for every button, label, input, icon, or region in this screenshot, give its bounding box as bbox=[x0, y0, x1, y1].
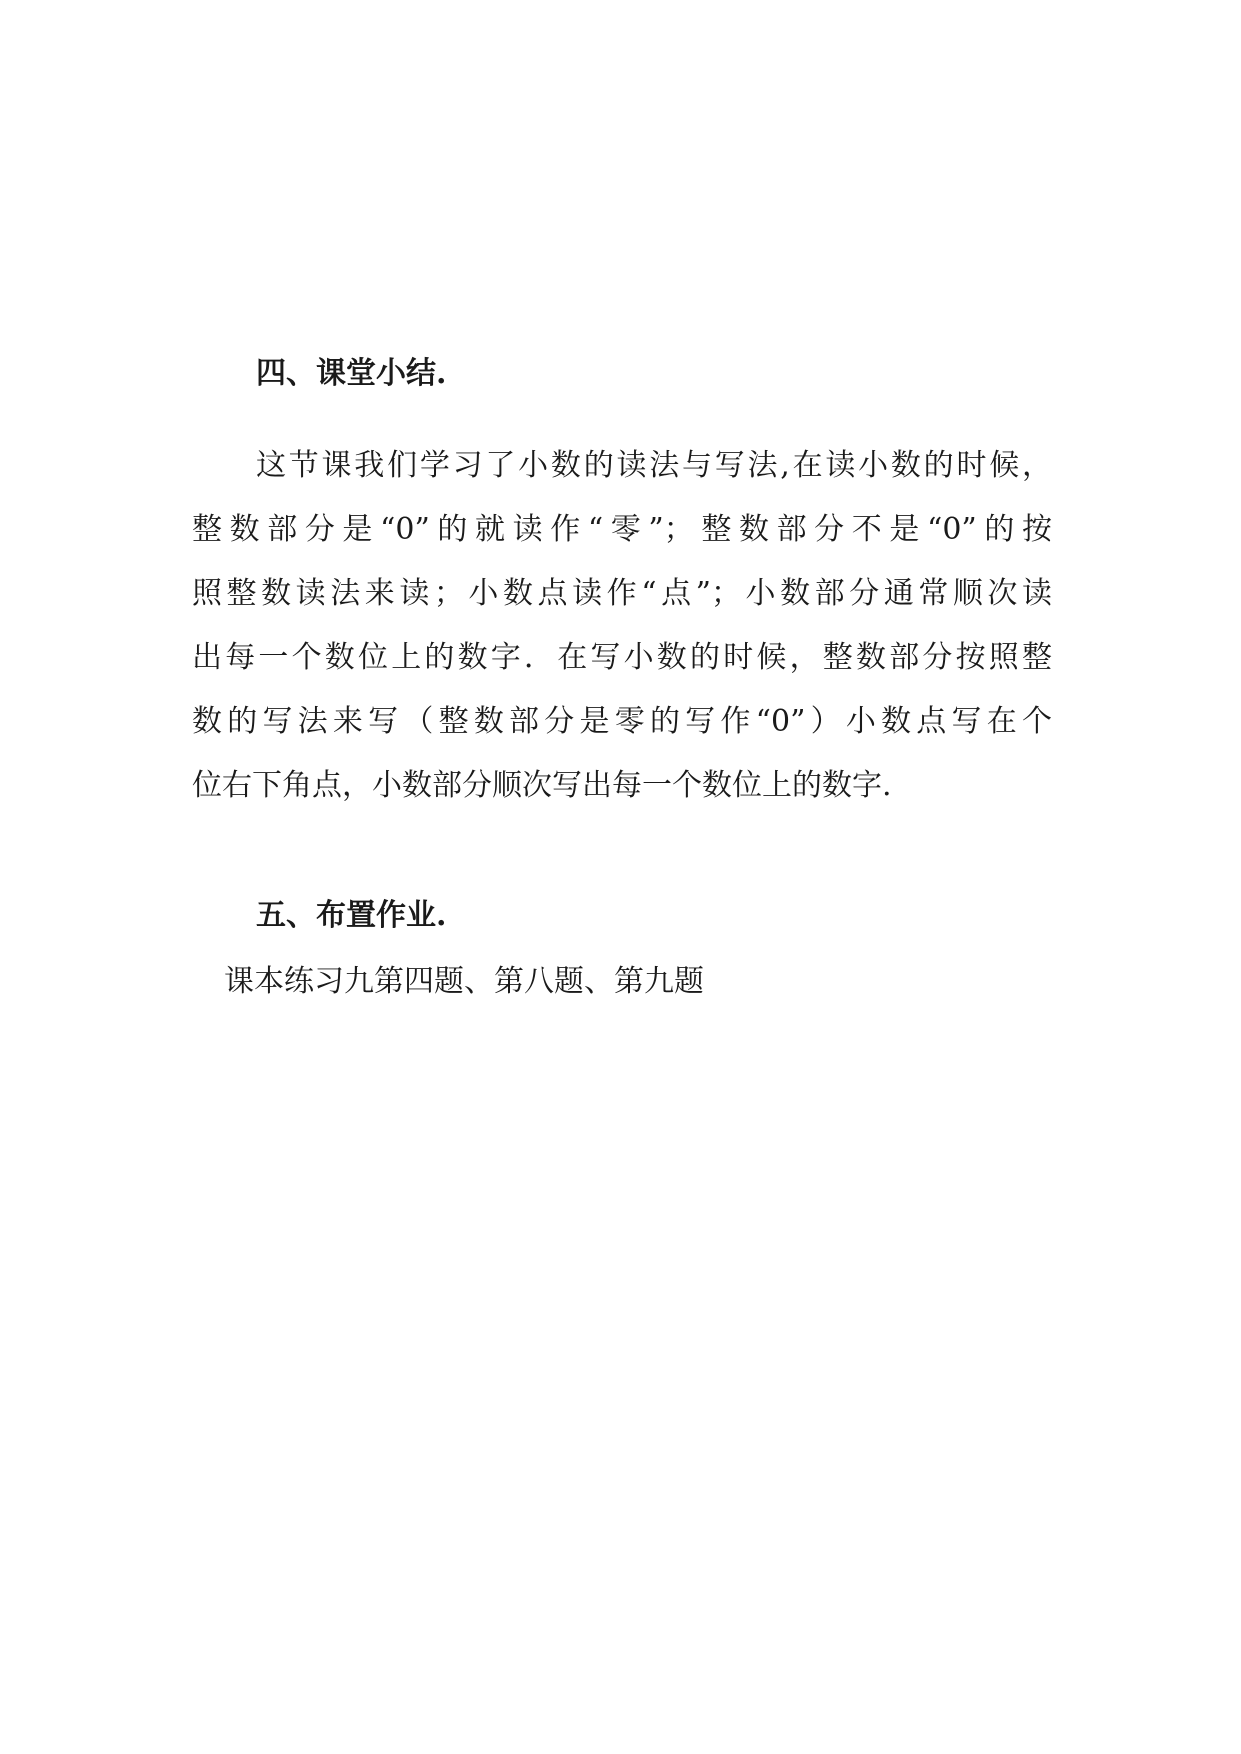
paragraph-line: 出每一个数位上的数字．在写小数的时候，整数部分按照整 bbox=[192, 640, 1052, 675]
paragraph-line: 数的写法来写（整数部分是零的写作“0”）小数点写在个 bbox=[192, 704, 1052, 739]
paragraph-line: 整数部分是“0”的就读作“零”；整数部分不是“0”的按 bbox=[192, 512, 1052, 547]
section-heading-summary: 四、课堂小结. bbox=[256, 356, 447, 391]
paragraph-line: 照整数读法来读；小数点读作“点”；小数部分通常顺次读 bbox=[192, 576, 1052, 611]
homework-text: 课本练习九第四题、第八题、第九题 bbox=[224, 964, 704, 999]
section-heading-homework: 五、布置作业. bbox=[256, 898, 447, 933]
paragraph-line: 这节课我们学习了小数的读法与写法,在读小数的时候， bbox=[256, 448, 1052, 483]
paragraph-line: 位右下角点，小数部分顺次写出每一个数位上的数字. bbox=[192, 768, 892, 803]
summary-paragraph bbox=[192, 434, 1052, 818]
